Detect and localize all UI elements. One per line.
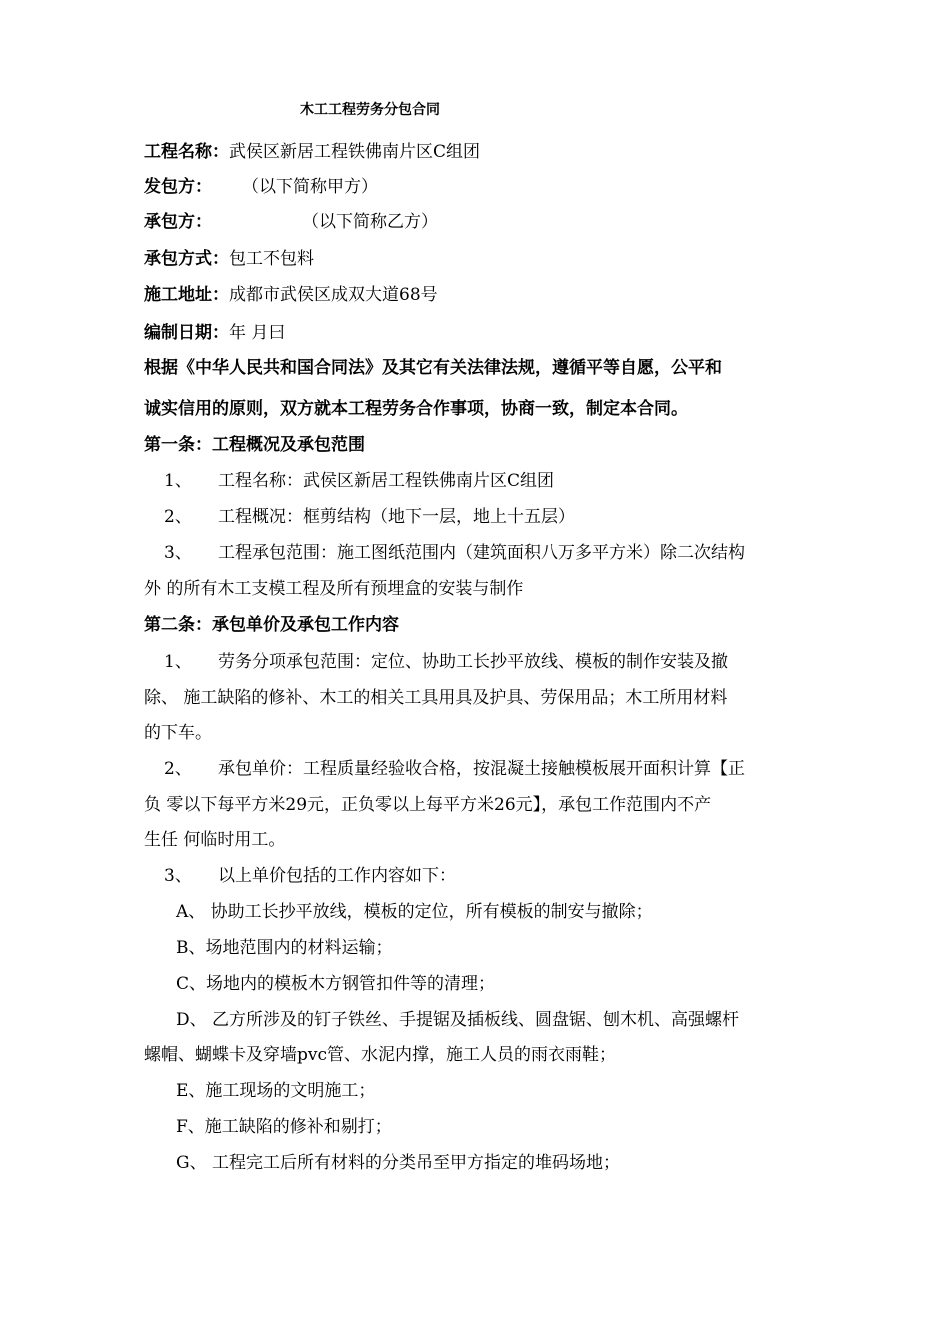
field-value: （以下简称甲方） bbox=[242, 177, 378, 197]
sub-item: G、 工程完工后所有材料的分类吊至甲方指定的堆码场地； bbox=[176, 1153, 620, 1173]
item-number: 2、 bbox=[164, 507, 192, 527]
field-contract-method bbox=[144, 247, 314, 271]
field-label: 工程名称： bbox=[144, 142, 229, 162]
document-title: 木工工程劳务分包合同 bbox=[300, 102, 440, 118]
item-text: 工程承包范围：施工图纸范围内（建筑面积八万多平方米）除二次结构 bbox=[218, 543, 745, 563]
item-continuation: 外 的所有木工支模工程及所有预埋盒的安装与制作 bbox=[144, 579, 524, 599]
field-value: 武侯区新居工程铁佛南片区C组团 bbox=[229, 142, 481, 162]
preamble-line: 根据《中华人民共和国合同法》及其它有关法律法规，遵循平等自愿，公平和 bbox=[144, 358, 722, 378]
item-number: 1、 bbox=[164, 471, 192, 491]
field-project-name bbox=[144, 140, 480, 164]
field-value: 成都市武侯区成双大道68号 bbox=[229, 285, 438, 305]
item-text: 工程名称：武侯区新居工程铁佛南片区C组团 bbox=[218, 471, 555, 491]
sub-item: E、施工现场的文明施工； bbox=[176, 1081, 376, 1101]
item-text: 承包单价：工程质量经验收合格，按混凝土接触模板展开面积计算【正 bbox=[218, 759, 745, 779]
field-value: （以下简称乙方） bbox=[302, 212, 438, 232]
sub-item-continuation: 螺帽、蝴蝶卡及穿墙pvc管、水泥内撑，施工人员的雨衣雨鞋； bbox=[144, 1045, 617, 1065]
field-label: 承包方式： bbox=[144, 249, 229, 269]
item-continuation: 生任 何临时用工。 bbox=[144, 830, 286, 850]
field-site-address bbox=[144, 283, 438, 307]
sub-item: A、 协助工长抄平放线，模板的定位，所有模板的制安与撤除； bbox=[176, 902, 653, 922]
list-item bbox=[164, 650, 728, 674]
list-item bbox=[164, 757, 745, 781]
sub-item: C、场地内的模板木方钢管扣件等的清理； bbox=[176, 974, 496, 994]
item-number: 1、 bbox=[164, 652, 192, 672]
list-item bbox=[164, 864, 456, 888]
sub-item: F、施工缺陷的修补和剔打； bbox=[176, 1117, 392, 1137]
item-text: 劳务分项承包范围：定位、协助工长抄平放线、模板的制作安装及撤 bbox=[218, 652, 728, 672]
field-label: 施工地址： bbox=[144, 285, 229, 305]
item-number: 2、 bbox=[164, 759, 192, 779]
field-employer bbox=[144, 175, 378, 199]
sub-item: B、场地范围内的材料运输； bbox=[176, 938, 393, 958]
item-text: 工程概况：框剪结构（地下一层，地上十五层） bbox=[218, 507, 575, 527]
article-heading: 第二条：承包单价及承包工作内容 bbox=[144, 615, 399, 635]
field-label: 发包方： bbox=[144, 177, 212, 197]
item-continuation: 的下车。 bbox=[144, 723, 212, 743]
item-number: 3、 bbox=[164, 866, 192, 886]
list-item bbox=[164, 505, 575, 529]
field-date bbox=[144, 321, 285, 345]
list-item bbox=[164, 541, 745, 565]
field-label: 编制日期： bbox=[144, 323, 229, 343]
article-heading: 第一条：工程概况及承包范围 bbox=[144, 435, 365, 455]
item-number: 3、 bbox=[164, 543, 192, 563]
field-value: 年 月曰 bbox=[229, 323, 286, 343]
field-contractor bbox=[144, 210, 438, 234]
item-continuation: 负 零以下每平方米29元，正负零以上每平方米26元】，承包工作范围内不产 bbox=[144, 795, 712, 815]
preamble-line: 诚实信用的原则，双方就本工程劳务合作事项，协商一致，制定本合同。 bbox=[144, 399, 688, 419]
sub-item: D、 乙方所涉及的钉子铁丝、手提锯及插板线、圆盘锯、刨木机、高强螺杆 bbox=[176, 1010, 740, 1030]
list-item bbox=[164, 469, 554, 493]
item-text: 以上单价包括的工作内容如下： bbox=[218, 866, 456, 886]
field-value: 包工不包料 bbox=[229, 249, 314, 269]
field-label: 承包方： bbox=[144, 212, 212, 232]
item-continuation: 除、 施工缺陷的修补、木工的相关工具用具及护具、劳保用品；木工所用材料 bbox=[144, 688, 728, 708]
